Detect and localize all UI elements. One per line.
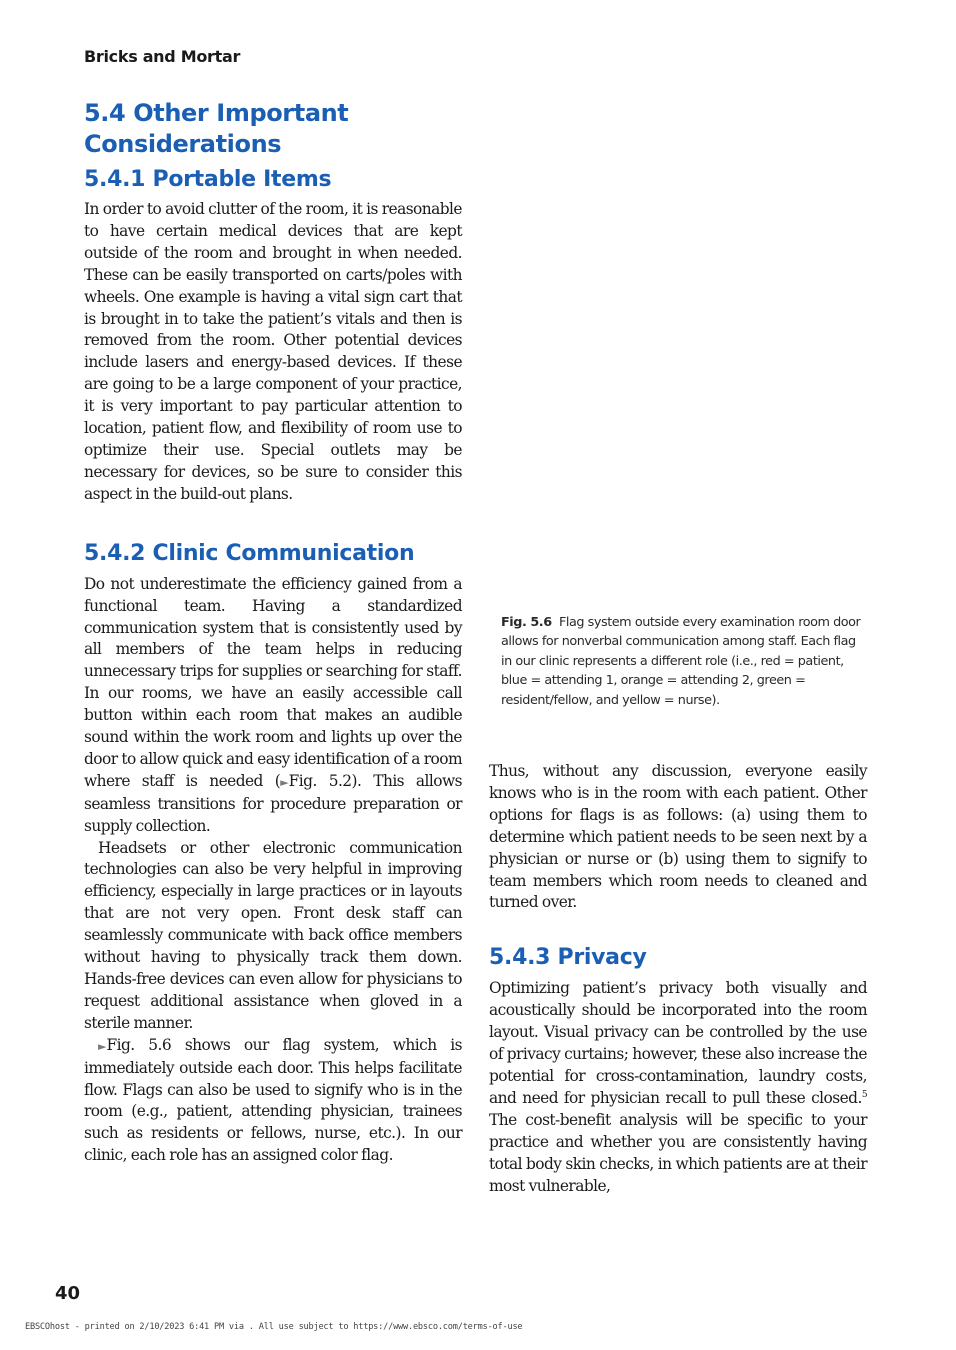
- paragraph-clinic-communication-2: Headsets or other electronic communication technologies can also be very helpful in improving efficiency, especially in large practices or in layouts that are not very open. Front desk staff can seamlessly communicate with back office members without having to physically track them down. Hands-free devices can even allow for physicians to request additional assistance when gloved in a sterile manner.: [84, 838, 462, 1032]
- figure-caption-text: Flag system outside every examination room door allows for nonverbal communication among staff. Each flag in our clinic represents a different role (i.e., red = patient, blue = attending 1, orange = attending 2, green = resident/fellow, and yellow = nurse).: [501, 615, 861, 708]
- page-number: 40: [55, 1283, 81, 1304]
- running-head: Bricks and Mortar: [84, 47, 241, 66]
- figure-caption: [489, 613, 861, 710]
- section-heading: 5.4 Other Important Considerations: [84, 99, 349, 158]
- paragraph-text: Do not underestimate the efficiency gained from a functional team. Having a standardized communication system that is consistently used by all members of the team helps in reducing unnecessary trips for supplies or searching for staff. In our rooms, we have an easily accessible call button within each room that makes an audible sound within the work room and lights up over the door to allow quick and easy identification of a room where staff is needed (: [84, 574, 462, 790]
- figure-ref-arrow-icon: ►: [280, 775, 289, 789]
- figure-ref-arrow-icon: ►: [98, 1039, 107, 1053]
- print-footer: EBSCOhost - printed on 2/10/2023 6:41 PM via . All use subject to https://www.ebsco.com/terms-of-use: [25, 1322, 523, 1332]
- left-column: [84, 98, 462, 1167]
- paragraph-text: ). This allows seamless transitions for procedure preparation or supply collection.: [84, 771, 462, 835]
- paragraph-portable-items: In order to avoid clutter of the room, it is reasonable to have certain medical devices that are kept outside of the room and brought in when needed. These can be easily transported on carts/poles with wheels. One example is having a vital sign cart that is brought in to take the patient’s vitals and then is removed from the room. Other potential devices include lasers and energy-based devices. If these are going to be a large component of your practice, it is very important to pay particular attention to location, patient flow, and flexibility of room use to optimize their use. Special outlets may be necessary for devices, so be sure to consider this aspect in the build-out plans.: [84, 200, 462, 503]
- paragraph-clinic-communication-3: [84, 1035, 462, 1167]
- subsection-heading-portable-items: 5.4.1 Portable Items: [84, 167, 332, 192]
- figure-ref-link[interactable]: Fig. 5.6: [106, 1035, 172, 1054]
- paragraph-clinic-communication-1: [84, 574, 462, 838]
- paragraph-continuation: Thus, without any discussion, everyone easily knows who is in the room with each patient. Other options for flags is as follows: (a) using them to determine which patient needs to be seen next by a physician or nurse or (b) using them to signify to team members which room needs to cleaned and turned over.: [489, 762, 867, 912]
- figure-label: Fig. 5.6: [501, 615, 552, 630]
- right-column: [489, 613, 867, 1197]
- subsection-heading-clinic-communication: 5.4.2 Clinic Communication: [84, 540, 415, 566]
- figure-image-area: [489, 98, 867, 596]
- paragraph-privacy: [489, 978, 867, 1197]
- paragraph-text: shows our flag system, which is immediately outside each door. This helps facilitate flow. Flags can also be used to signify who is in the room (e.g., patient, attending physician, trainees such as residents or fellows, nurse, etc.). In our clinic, each role has an assigned color flag.: [84, 1035, 462, 1165]
- citation-superscript: 5: [861, 1089, 867, 1100]
- figure-ref-link[interactable]: Fig. 5.2: [288, 771, 352, 790]
- paragraph-text: Optimizing patient’s privacy both visually and acoustically should be incorporated into the room layout. Visual privacy can be controlled by the use of privacy curtains; however, these also increase the potential for cross-contamination, laundry costs, and need for physician recall to pull these closed.: [489, 979, 867, 1107]
- paragraph-text: The cost-benefit analysis will be specific to your practice and whether you are consistently having total body skin checks, in which patients are at their most vulnerable,: [489, 1110, 867, 1195]
- subsection-heading-privacy: 5.4.3 Privacy: [489, 945, 647, 971]
